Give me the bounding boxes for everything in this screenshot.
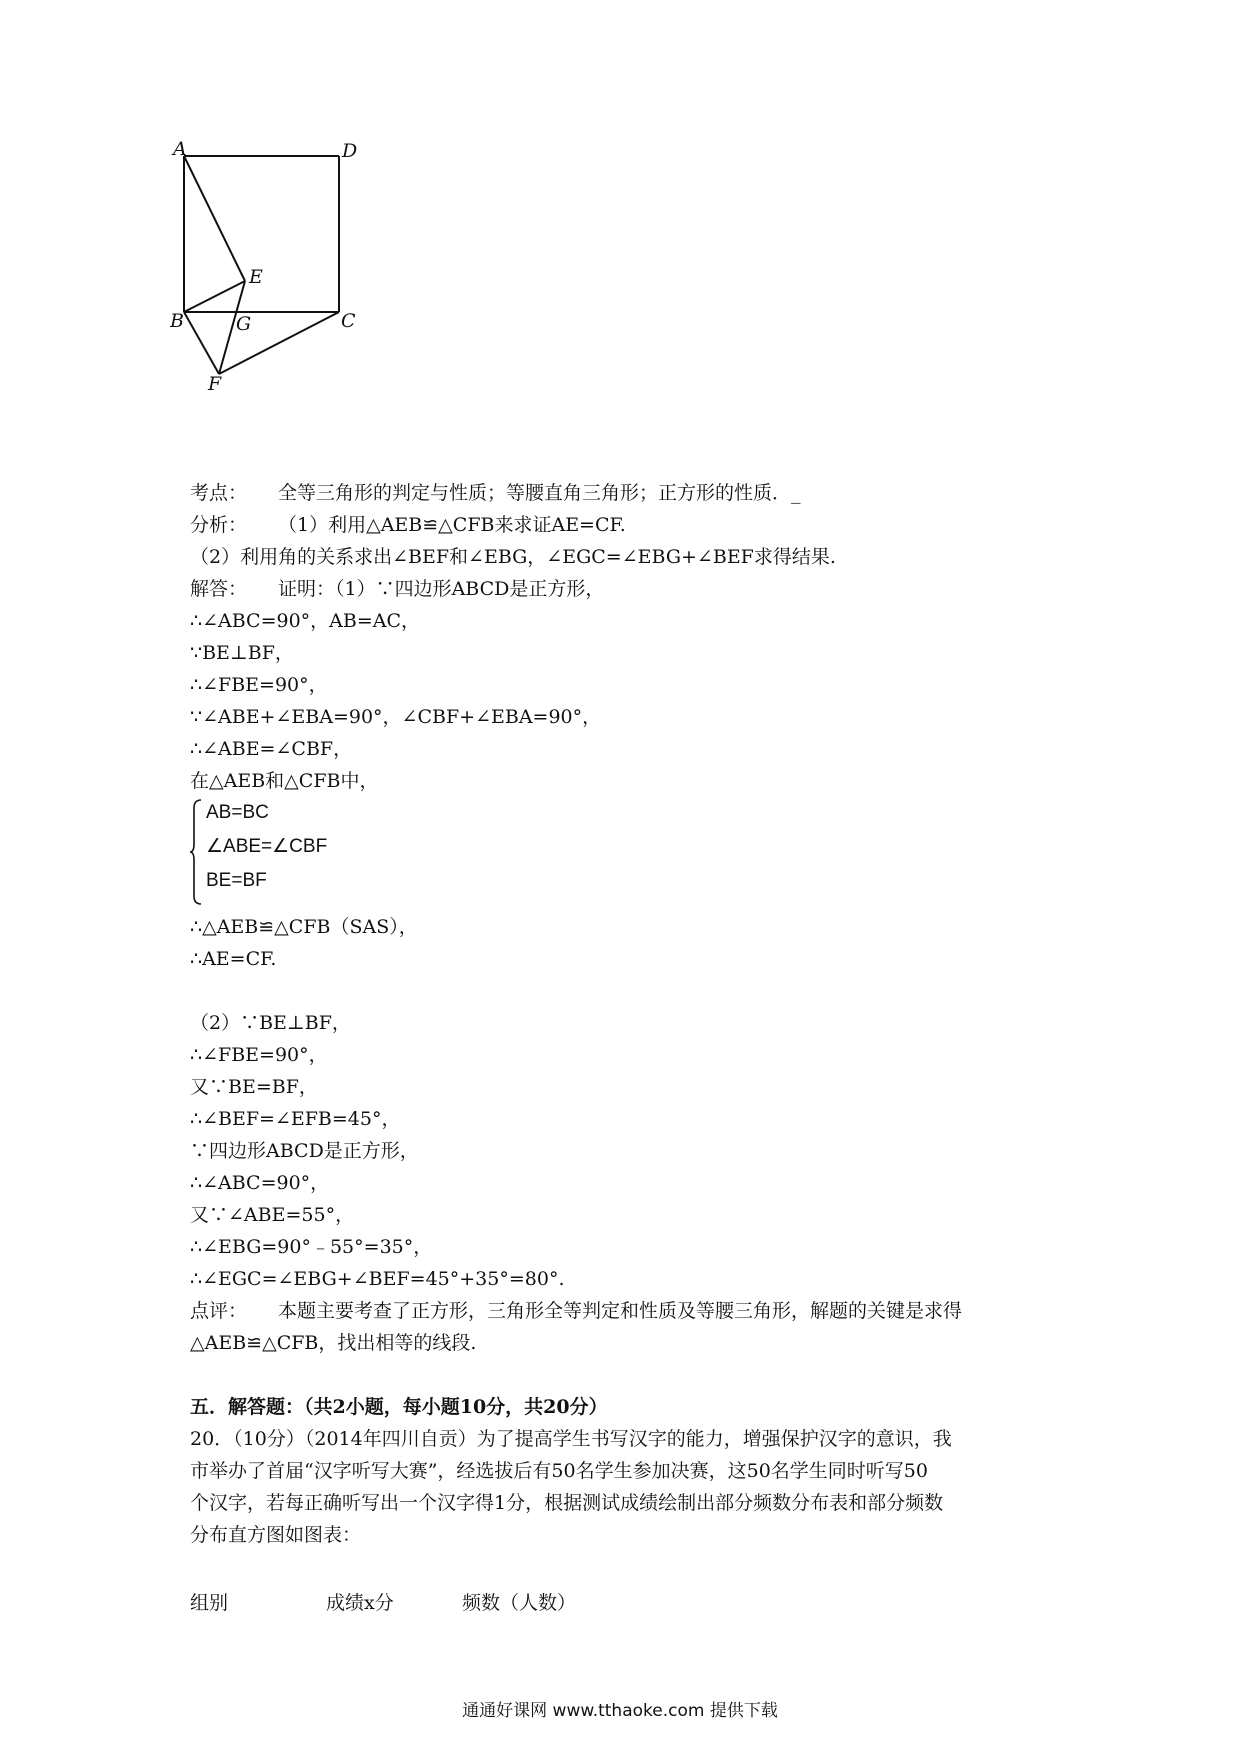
point-label-A: A <box>173 140 187 160</box>
segment-AE <box>184 156 245 281</box>
dianping-text-2: △AEB≌△CFB，找出相等的线段. <box>190 1332 477 1354</box>
dianping-line <box>190 1298 962 1324</box>
fenxi-text: （1）利用△AEB≌△CFB来求证AE=CF. <box>278 514 626 536</box>
point-label-C: C <box>341 310 356 332</box>
proof-line: ∴△AEB≌△CFB（SAS）， <box>190 916 418 938</box>
proof-line: ∴∠ABE=∠CBF， <box>190 738 353 760</box>
proof-line: ∴∠ABC=90°，AB=AC， <box>190 610 421 632</box>
brace-condition: BE=BF <box>206 870 267 891</box>
fenxi-line <box>190 512 626 538</box>
proof-line: 又∵∠ABE=55°， <box>190 1204 355 1226</box>
point-label-E: E <box>249 266 263 288</box>
segment-BF <box>184 312 219 374</box>
condition-brace-group <box>190 798 390 906</box>
segment-BE <box>184 281 245 312</box>
point-label-F: F <box>208 373 222 395</box>
brace-condition: AB=BC <box>206 802 269 823</box>
page-footer: 通通好课网 www.tthaoke.com 提供下载 <box>462 1701 778 1721</box>
jieda-label: 解答： <box>190 578 248 600</box>
fenxi-label: 分析： <box>190 514 248 536</box>
dianping-text: 本题主要考查了正方形，三角形全等判定和性质及等腰三角形，解题的关键是求得 <box>278 1300 963 1322</box>
kaodian-text: 全等三角形的判定与性质；等腰直角三角形；正方形的性质．_ <box>278 482 801 504</box>
table-header-score: 成绩x分 <box>326 1592 394 1614</box>
dianping-label: 点评： <box>190 1300 248 1322</box>
brace-condition: ∠ABE=∠CBF <box>206 836 328 857</box>
proof-line: 又∵BE=BF， <box>190 1076 318 1098</box>
fenxi-text-2: （2）利用角的关系求出∠BEF和∠EBG，∠EGC=∠EBG+∠BEF求得结果. <box>190 546 836 568</box>
proof-line: ∴∠ABC=90°， <box>190 1172 330 1194</box>
proof-line: ∴∠EGC=∠EBG+∠BEF=45°+35°=80°. <box>190 1268 565 1290</box>
question-text-line: 市举办了首届“汉字听写大赛”，经选拔后有50名学生参加决赛，这50名学生同时听写50 <box>190 1460 928 1482</box>
table-header-group: 组别 <box>190 1592 229 1614</box>
point-label-G: G <box>236 313 252 335</box>
proof-line: ∵∠ABE+∠EBA=90°，∠CBF+∠EBA=90°， <box>190 706 602 728</box>
question-text-line: 个汉字，若每正确听写出一个汉字得1分，根据测试成绩绘制出部分频数分布表和部分频数 <box>190 1492 944 1514</box>
proof-line: ∴∠EBG=90°﹣55°=35°， <box>190 1236 433 1258</box>
geometry-figure <box>170 140 420 440</box>
question-text-line: 20．（10分）（2014年四川自贡）为了提高学生书写汉字的能力，增强保护汉字的意识，我 <box>190 1428 952 1450</box>
point-label-B: B <box>170 310 184 332</box>
proof-line: ∴∠FBE=90°， <box>190 1044 328 1066</box>
jieda-text: 证明：（1）∵四边形ABCD是正方形， <box>278 578 605 600</box>
point-label-D: D <box>342 140 358 162</box>
proof-line: 在△AEB和△CFB中， <box>190 770 379 792</box>
table-header-frequency: 频数（人数） <box>462 1592 577 1614</box>
kaodian-label: 考点： <box>190 482 248 504</box>
section-title: 五．解答题：（共2小题，每小题10分，共20分） <box>190 1396 608 1418</box>
question-text-line: 分布直方图如图表： <box>190 1524 362 1546</box>
left-brace-icon <box>190 798 202 906</box>
proof-line: ∴∠BEF=∠EFB=45°， <box>190 1108 401 1130</box>
proof-line: ∵四边形ABCD是正方形， <box>190 1140 419 1162</box>
proof-line: ∵BE⊥BF， <box>190 642 294 664</box>
proof-line: （2）∵BE⊥BF， <box>190 1012 351 1034</box>
proof-line: ∴∠FBE=90°， <box>190 674 328 696</box>
proof-line: ∴AE=CF. <box>190 948 277 970</box>
kaodian-line <box>190 480 801 506</box>
jieda-line <box>190 576 604 602</box>
